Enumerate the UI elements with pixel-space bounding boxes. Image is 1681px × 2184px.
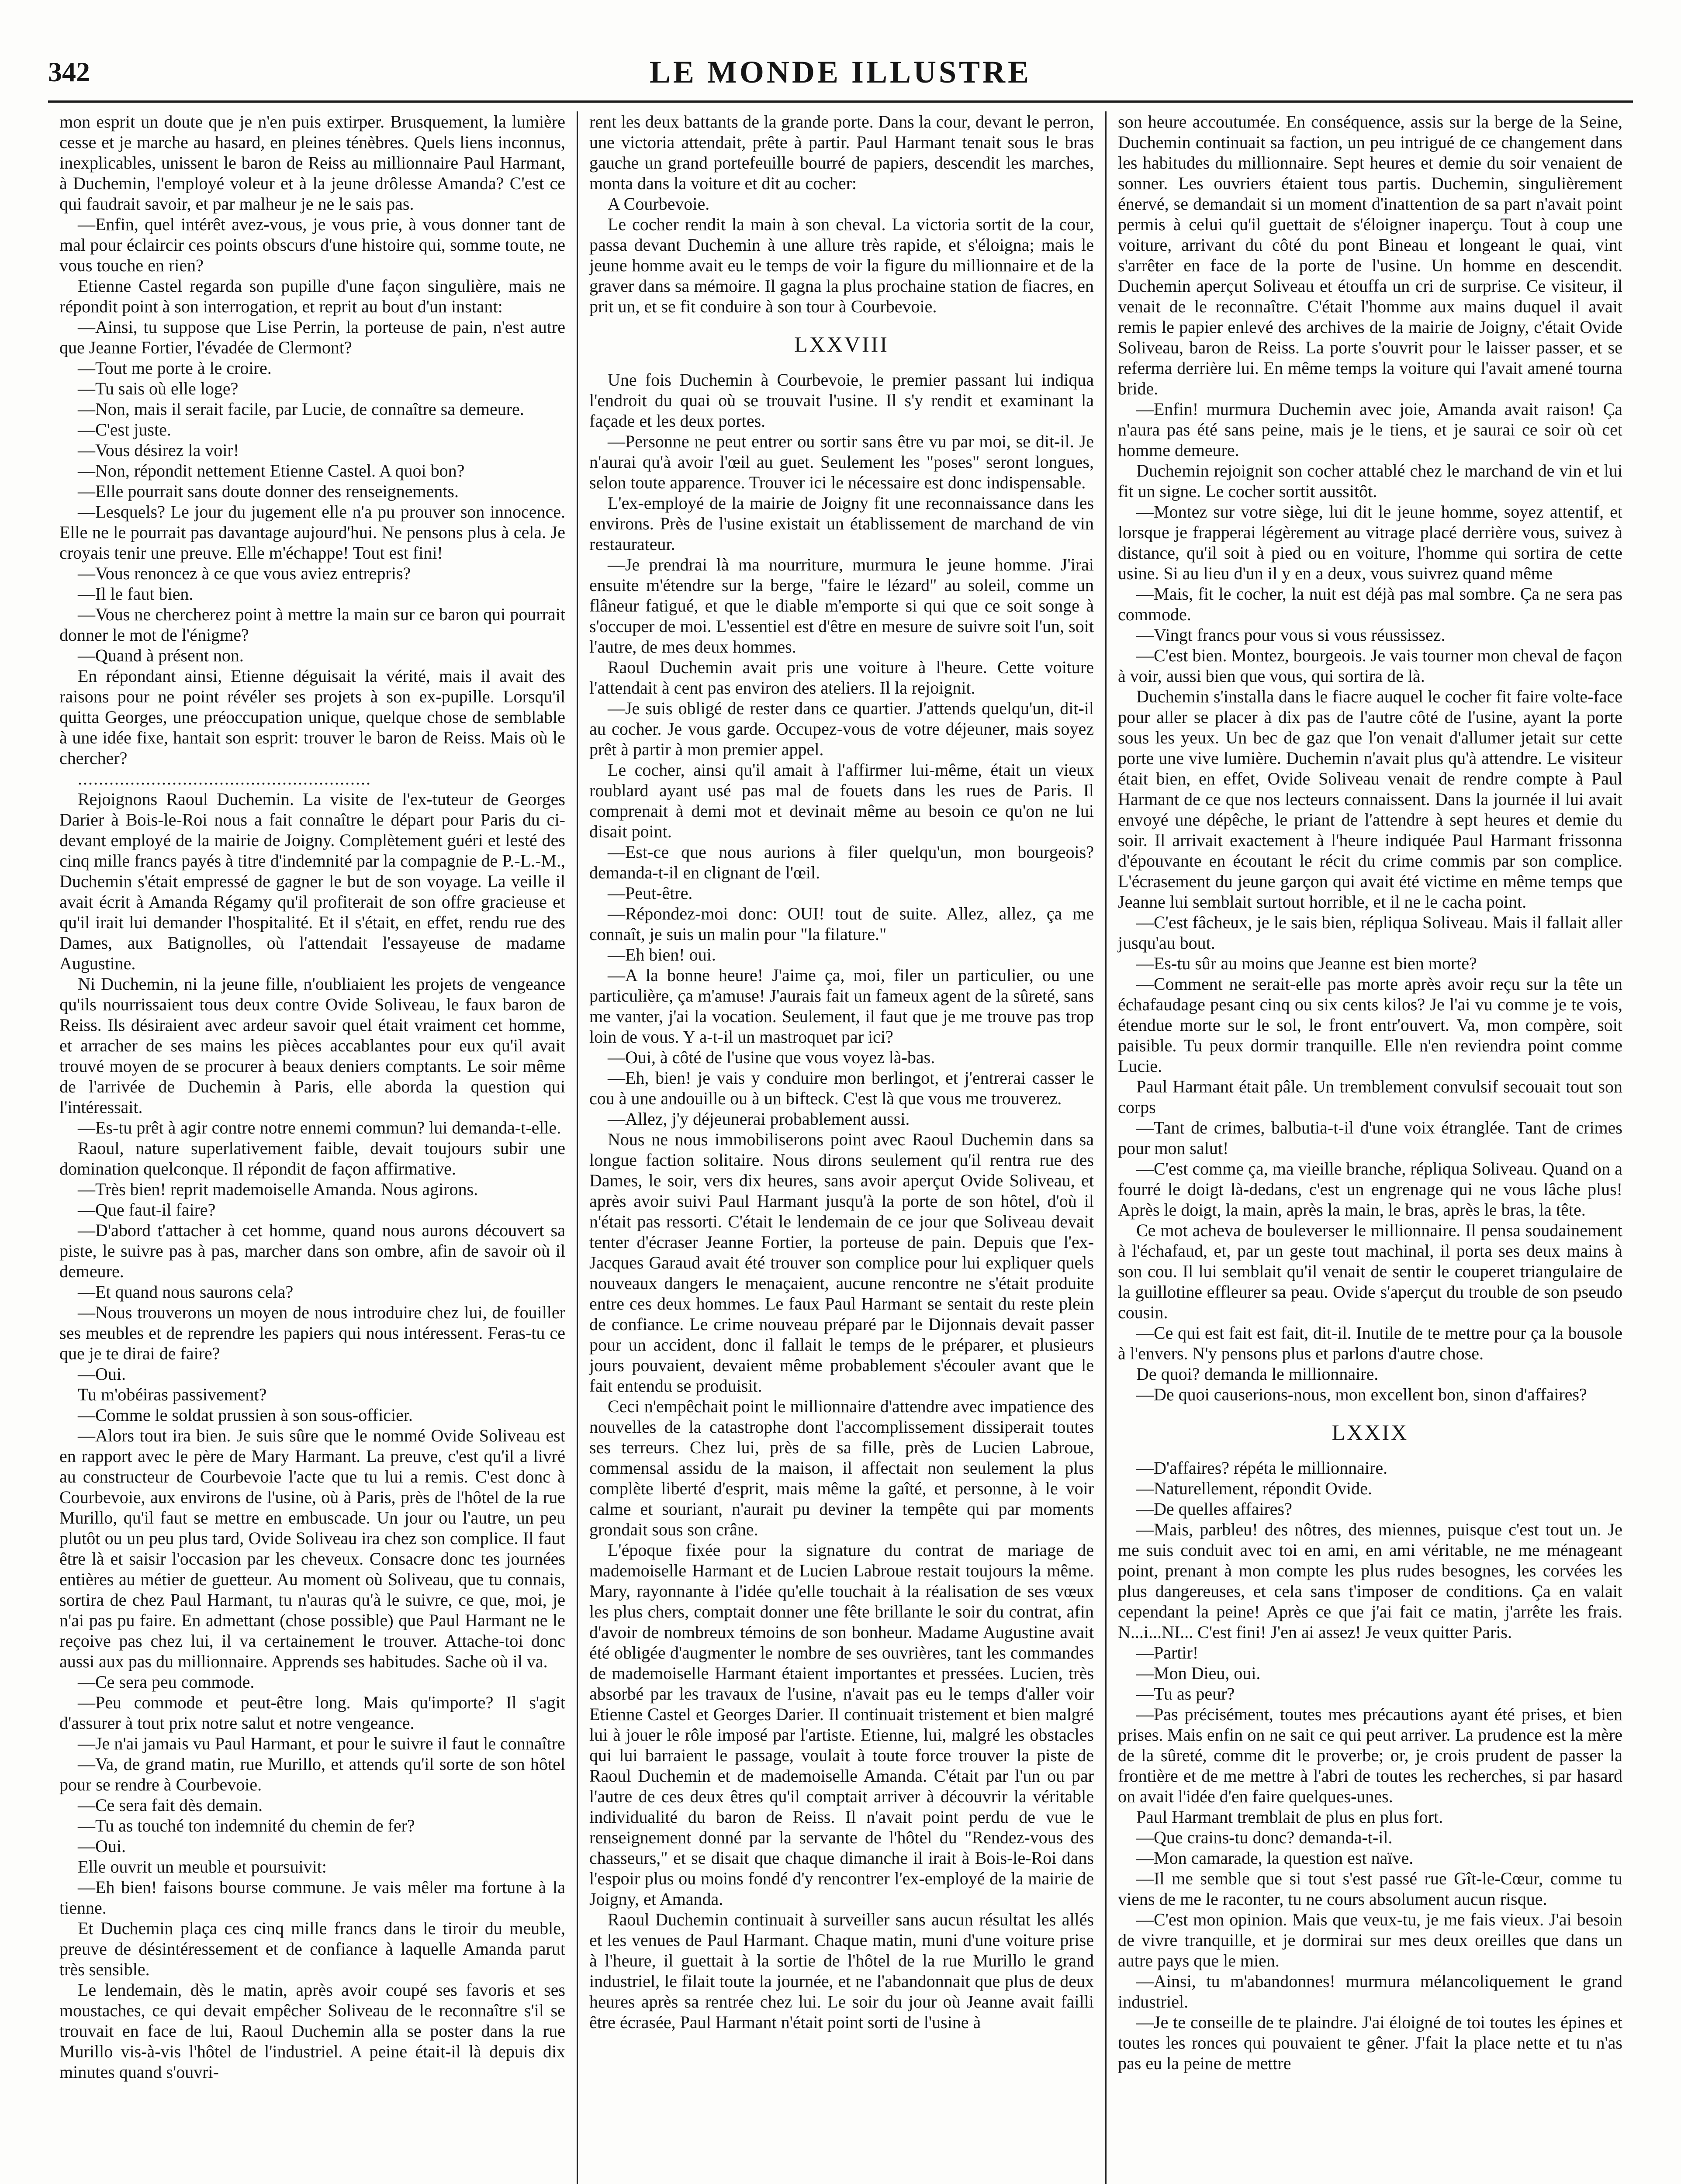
paragraph: —Es-tu sûr au moins que Jeanne est bien morte?	[1136, 954, 1477, 973]
paragraph: —De quoi causerions-nous, mon excellent bon, sinon d'affaires?	[1136, 1385, 1587, 1404]
paragraph: Le cocher, ainsi qu'il amait à l'affirmer lui-même, était un vieux roublard ayant usé pas mal de fouets dans les rues de Paris. Il comprenait à demi mot et devinait même au besoin ce qu'on ne lui disait point.	[589, 760, 1094, 841]
paragraph: —Ainsi, tu suppose que Lise Perrin, la porteuse de pain, n'est autre que Jeanne Fortier, l'évadée de Clermont?	[59, 317, 565, 357]
paragraph: —Enfin, quel intérêt avez-vous, je vous prie, à vous donner tant de mal pour éclaircir ces points obscurs d'une histoire qui, somme toute, ne vous touche en rien?	[59, 214, 565, 275]
paragraph: —Il me semble que si tout s'est passé rue Gît-le-Cœur, comme tu viens de me le raconter, tu ne cours absolument aucun risque.	[1118, 1869, 1622, 1909]
journal-title: LE MONDE ILLUSTRE	[649, 55, 1032, 90]
paragraph: —Je n'ai jamais vu Paul Harmant, et pour le suivre il faut le connaître	[78, 1734, 565, 1753]
paragraph: —Ce qui est fait est fait, dit-il. Inutile de te mettre pour ça la bousole à l'envers. N'y pensons plus et parlons d'autre chose.	[1118, 1323, 1622, 1363]
paragraph: Paul Harmant tremblait de plus en plus fort.	[1136, 1807, 1443, 1827]
paragraph: —C'est bien. Montez, bourgeois. Je vais tourner mon cheval de façon à voir, aussi bien que vous, qui sortira de là.	[1118, 646, 1622, 686]
paragraph: —Elle pourrait sans doute donner des renseignements.	[78, 481, 459, 501]
paragraph: —Allez, j'y déjeunerai probablement aussi.	[608, 1109, 910, 1129]
paragraph: —C'est comme ça, ma vieille branche, répliqua Soliveau. Quand on a fourré le doigt là-dedans, c'est un engrenage qui ne vous lâche plus! Après le doigt, la main, après la main, le bras, après le bras, la tête.	[1118, 1159, 1622, 1220]
paragraph: —Tu sais où elle loge?	[78, 379, 239, 398]
paragraph: —De quelles affaires?	[1136, 1499, 1292, 1519]
paragraph: —Vingt francs pour vous si vous réussissez.	[1136, 625, 1446, 645]
paragraph: —Nous trouverons un moyen de nous introduire chez lui, de fouiller ses meubles et de reprendre les papiers qui nous intéressent. Feras-tu ce que je te dirai de faire?	[59, 1303, 565, 1363]
paragraph: —Eh, bien! je vais y conduire mon berlingot, et j'entrerai casser le cou à une andouille ou à un bifteck. C'est là que vous me trouverez.	[589, 1068, 1094, 1108]
page-header	[48, 48, 1633, 103]
paragraph: son heure accoutumée. En conséquence, assis sur la berge de la Seine, Duchemin continuait sa faction, un peu intrigué de ce changement dans les habitudes du millionnaire. Sept heures et demie du soir venaient de sonner. Les ouvriers étaient tous partis. Duchemin, singulièrement énervé, se demandait si un moment d'inattention de sa part n'avait point permis à celui qu'il guettait de s'éloigner inaperçu. Tout à coup une voiture, arrivant du côté du pont Bineau et longeant le quai, vint s'arrêter en face de la porte de l'usine. Un homme en descendit. Duchemin aperçut Soliveau et étouffa un cri de surprise. Ce visiteur, il venait de le reconnaître. C'était l'homme aux mains duquel il avait remis le papier enlevé des archives de la mairie de Joigny, c'était Ovide Soliveau, baron de Reiss. La porte s'ouvrit pour le laisser passer, et se referma derrière lui. En même temps la voiture qui l'avait amené tourna bride.	[1118, 112, 1622, 398]
paragraph: —Comment ne serait-elle pas morte après avoir reçu sur la tête un échafaudage pesant cinq ou six cents kilos? Je l'ai vu comme je te vois, étendue morte sur le sol, le front entr'ouvert. Va, mon compère, soit paisible. Tu peux dormir tranquille. Elle n'en reviendra point comme Lucie.	[1118, 974, 1622, 1076]
paragraph: —Tout me porte à le croire.	[78, 358, 272, 378]
paragraph: —Montez sur votre siège, lui dit le jeune homme, soyez attentif, et lorsque je frapperai légèrement au vitrage placé derrière vous, suivez à distance, qu'il soit à pied ou en voiture, l'homme qui sortira de cette usine. Si au lieu d'un il y en a deux, vous suivrez quand même	[1118, 502, 1622, 583]
paragraph: Raoul, nature superlativement faible, devait toujours subir une domination quelconque. Il répondit de façon affirmative.	[59, 1138, 565, 1178]
paragraph: En répondant ainsi, Etienne déguisait la vérité, mais il avait des raisons pour ne point révéler ses projets à son ex-pupille. Lorsqu'il quitta Georges, une préoccupation unique, quelque chose de semblable à une idée fixe, hantait son esprit: trouver le baron de Reiss. Mais où le chercher?	[59, 666, 565, 768]
paragraph: —Eh bien! oui.	[608, 945, 716, 964]
paragraph: —Que faut-il faire?	[78, 1200, 216, 1220]
paragraph: —Je te conseille de te plaindre. J'ai éloigné de toi toutes les épines et toutes les ronces qui pouvaient te gêner. J'fait la place nette et tu n'as pas eu la peine de mettre	[1118, 2012, 1622, 2073]
paragraph: Duchemin s'installa dans le fiacre auquel le cocher fit faire volte-face pour aller se placer à dix pas de l'autre côté de l'usine, ayant la porte sous les yeux. Un bec de gaz que l'on venait d'allumer jetait sur cette porte une vive lumière. Duchemin n'avait plus qu'à attendre. Le visiteur était bien, en effet, Ovide Soliveau venait de rendre compte à Paul Harmant de ce que nos lecteurs connaissent. Dans la journée il lui avait envoyé une dépêche, le priant de l'attendre à sept heures et demie du soir. Il arrivait exactement à l'heure indiquée Paul Harmant frissonna d'épouvante en écoutant le récit du crime commis par son complice. L'écrasement du jeune garçon qui avait été victime en même temps que Jeanne lui semblait surtout horrible, et il ne le cacha point.	[1118, 687, 1622, 912]
paragraph: —Peut-être.	[608, 883, 693, 903]
paragraph: —Pas précisément, toutes mes précautions ayant été prises, et bien prises. Mais enfin on ne sait ce qui peut arriver. La prudence est la mère de la sûreté, comme dit le proverbe; or, je crois prudent de passer la frontière et de me mettre à l'abri de toutes les recherches, si par hasard on avait l'idée d'en faire quelques-unes.	[1118, 1704, 1622, 1806]
paragraph: —Ce sera peu commode.	[78, 1672, 255, 1692]
paragraph: —C'est juste.	[78, 420, 171, 439]
paragraph: —Es-tu prêt à agir contre notre ennemi commun? lui demanda-t-elle.	[78, 1118, 561, 1137]
paragraph: Tu m'obéiras passivement?	[78, 1385, 267, 1404]
paragraph: —C'est fâcheux, je le sais bien, répliqua Soliveau. Mais il fallait aller jusqu'au bout.	[1118, 912, 1622, 953]
paragraph: Ce mot acheva de bouleverser le millionnaire. Il pensa soudainement à l'échafaud, et, par un geste tout machinal, il porta ses deux mains à son cou. Il lui semblait qu'il venait de sentir le couperet triangulaire de la guillotine effleurer sa peau. Ovide s'aperçut du trouble de son pseudo cousin.	[1118, 1220, 1622, 1322]
paragraph: Une fois Duchemin à Courbevoie, le premier passant lui indiqua l'endroit du quai où se trouvait l'usine. Il s'y rendit et examinant la façade et les deux portes.	[589, 370, 1094, 431]
paragraph: —Eh bien! faisons bourse commune. Je vais mêler ma fortune à la tienne.	[59, 1877, 565, 1918]
paragraph: —Non, répondit nettement Etienne Castel. A quoi bon?	[78, 461, 465, 480]
paragraph: —Tu as peur?	[1136, 1684, 1235, 1704]
paragraph: —Il le faut bien.	[78, 584, 194, 604]
paragraph: —Naturellement, répondit Ovide.	[1136, 1479, 1372, 1498]
paragraph: —A la bonne heure! J'aime ça, moi, filer un particulier, ou une particulière, ça m'amuse! J'aurais fait un fameux agent de la sûreté, sans me vanter, j'ai la vocation. Seulement, il faut que je me trouve pas trop loin de vous. Y a-t-il un mastroquet par ici?	[589, 965, 1094, 1047]
section-break: ........................................................	[78, 769, 371, 788]
paragraph: Rejoignons Raoul Duchemin. La visite de l'ex-tuteur de Georges Darier à Bois-le-Roi nous a fait connaître le départ pour Paris du ci-devant employé de la mairie de Joigny. Complètement guéri et lesté des cinq mille francs payés à titre d'indemnité par la compagnie de P.-L.-M., Duchemin s'était empressé de gagner le but de son voyage. La veille il avait écrit à Amanda Régamy qu'il profiterait de son offre gracieuse et qu'il irait lui demander l'hospitalité. Et il s'était, en effet, rendu rue des Dames, aux Batignolles, où l'attendait l'essayeuse de madame Augustine.	[59, 789, 565, 973]
chapter-heading: LXXVIII	[794, 332, 889, 356]
paragraph: —Personne ne peut entrer ou sortir sans être vu par moi, se dit-il. Je n'aurai qu'à avoir l'œil au guet. Seulement les "poses" seront longues, selon toute apparence. Trouver ici le nécessaire est donc indispensable.	[589, 432, 1094, 492]
paragraph: —Ainsi, tu m'abandonnes! murmura mélancoliquement le grand industriel.	[1118, 1971, 1622, 2011]
paragraph: —Oui.	[78, 1836, 126, 1856]
paragraph: —D'affaires? répéta le millionnaire.	[1136, 1458, 1388, 1478]
paragraph: Paul Harmant était pâle. Un tremblement convulsif secouait tout son corps	[1118, 1077, 1622, 1117]
paragraph: —Très bien! reprit mademoiselle Amanda. Nous agirons.	[78, 1179, 478, 1199]
paragraph: —D'abord t'attacher à cet homme, quand nous aurons découvert sa piste, le suivre pas à pas, marcher dans son ombre, afin de savoir où il demeure.	[59, 1220, 565, 1281]
column-2	[577, 111, 1105, 2184]
paragraph: Nous ne nous immobiliserons point avec Raoul Duchemin dans sa longue faction solitaire. Nous dirons seulement qu'il rentra rue des Dames, le soir, vers dix heures, sans avoir aperçut Ovide Soliveau, et après avoir suivi Paul Harmant jusqu'à la porte de son hôtel, d'où il n'était pas ressorti. C'était le lendemain de ce jour que Soliveau devait tenter d'écraser Jeanne Fortier, la porteuse de pain. Depuis que l'ex-Jacques Garaud avait été trouver son complice pour lui expliquer quels nouveaux dangers le menaçaient, aucune rencontre ne s'était produite entre ces deux hommes. Le faux Paul Harmant se sentait du reste plein de confiance. Le crime nouveau préparé par le Dijonnais devait passer pour un accident, donc il fallait le temps de le préparer, et plusieurs jours pouvaient, devaient même probablement s'écouler avant que le fait entendu se produisit.	[589, 1130, 1094, 1396]
paragraph: Ceci n'empêchait point le millionnaire d'attendre avec impatience des nouvelles de la catastrophe dont l'accomplissement dissiperait toutes ses terreurs. Chez lui, près de sa fille, près de Lucien Labroue, commensal assidu de la maison, il affectait non seulement la plus complète liberté d'esprit, mais même la gaîté, et personne, à le voir calme et souriant, n'aurait pu deviner la tempête qui par moments grondait sous son crâne.	[589, 1396, 1094, 1539]
paragraph: Le lendemain, dès le matin, après avoir coupé ses favoris et ses moustaches, ce qui devait empêcher Soliveau de le reconnaître s'il se trouvait en face de lui, Raoul Duchemin alla se poster dans la rue Murillo vis-à-vis l'hôtel de l'industriel. A peine était-il là depuis dix minutes quand s'ouvri-	[59, 1980, 565, 2082]
paragraph: rent les deux battants de la grande porte. Dans la cour, devant le perron, une victoria attendait, prête à partir. Paul Harmant tenait sous le bras gauche un grand portefeuille bourré de papiers, descendit les marches, monta dans la voiture et dit au cocher:	[589, 112, 1094, 193]
paragraph: A Courbevoie.	[608, 194, 710, 214]
paragraph: Ni Duchemin, ni la jeune fille, n'oubliaient les projets de vengeance qu'ils nourrissaient tous deux contre Ovide Soliveau, le faux baron de Reiss. Ils désiraient avec ardeur savoir quel était vraiment cet homme, et arracher de ses mains les pièces accablantes pour eux qu'il avait trouvé moyen de se procurer à beaux deniers comptants. Le soir même de l'arrivée de Duchemin à Paris, elle aborda la question qui l'intéressait.	[59, 974, 565, 1117]
paragraph: Duchemin rejoignit son cocher attablé chez le marchand de vin et lui fit un signe. Le cocher sortit aussitôt.	[1118, 461, 1622, 501]
paragraph: —Quand à présent non.	[78, 646, 244, 665]
paragraph: —Que crains-tu donc? demanda-t-il.	[1136, 1828, 1393, 1847]
page-number: 342	[48, 56, 90, 87]
paragraph: Raoul Duchemin avait pris une voiture à l'heure. Cette voiture l'attendait à cent pas environ des ateliers. Il la rejoignit.	[589, 657, 1094, 698]
paragraph: Le cocher rendit la main à son cheval. La victoria sortit de la cour, passa devant Duchemin à une allure très rapide, et s'éloigna; mais le jeune homme avait eu le temps de voir la figure du millionnaire et de la graver dans sa mémoire. Il gagna la plus prochaine station de fiacres, en prit un, et se fit conduire à son tour à Courbevoie.	[589, 214, 1094, 316]
paragraph: —Alors tout ira bien. Je suis sûre que le nommé Ovide Soliveau est en rapport avec le père de Mary Harmant. La preuve, c'est qu'il a livré au constructeur de Courbevoie l'acte que tu lui a remis. C'est donc à Courbevoie, aux environs de l'usine, où à Paris, près de l'hôtel de la rue Murillo, qu'il faut se mettre en embuscade. Un jour ou l'autre, un peu plutôt ou un peu plus tard, Ovide Soliveau ira chez son complice. Il faut être là et saisir l'occasion par les cheveux. Consacre donc tes journées entières au métier de guetteur. Au moment où Soliveau, que tu connais, sortira de chez Paul Harmant, tu n'auras qu'à le suivre, ce que, moi, je n'ai pas pu faire. En admettant (chose possible) que Paul Harmant ne le reçoive pas chez lui, il va certainement le trouver. Attache-toi donc aussi aux pas du millionnaire. Apprends ses habitudes. Sache où il va.	[59, 1426, 565, 1671]
paragraph: —Lesquels? Le jour du jugement elle n'a pu prouver son innocence. Elle ne le pourrait pas davantage aujourd'hui. Ne pensons plus à cela. Je croyais tenir une preuve. Elle m'échappe! Tout est fini!	[59, 502, 565, 563]
paragraph: Et Duchemin plaça ces cinq mille francs dans le tiroir du meuble, preuve de désintéressement et de confiance à laquelle Amanda parut très sensible.	[59, 1918, 565, 1979]
paragraph: —Vous renoncez à ce que vous aviez entrepris?	[78, 563, 411, 583]
column-3	[1105, 111, 1634, 2184]
paragraph: —Je suis obligé de rester dans ce quartier. J'attends quelqu'un, dit-il au cocher. Je vous garde. Occupez-vous de votre déjeuner, mais soyez prêt à partir à mon premier appel.	[589, 698, 1094, 759]
paragraph: De quoi? demanda le millionnaire.	[1136, 1364, 1379, 1384]
paragraph: —C'est mon opinion. Mais que veux-tu, je me fais vieux. J'ai besoin de vivre tranquille, et je dormirai sur mes deux oreilles que dans un autre pays que le mien.	[1118, 1910, 1622, 1970]
paragraph: L'époque fixée pour la signature du contrat de mariage de mademoiselle Harmant et de Lucien Labroue restait toujours la même. Mary, rayonnante à l'idée qu'elle touchait à la réalisation de ses vœux les plus chers, comptait donner une fête brillante le soir du contrat, afin d'avoir de nombreux témoins de son bonheur. Madame Augustine avait été obligée d'augmenter le nombre de ses ouvrières, tant les commandes de mademoiselle Harmant étaient importantes et pressées. Lucien, très absorbé par les travaux de l'usine, n'avait pas eu le temps d'aller voir Etienne Castel et Georges Darier. Il continuait tristement et bien malgré lui à jouer le rôle imposé par l'artiste. Etienne, lui, malgré les obstacles qui lui barraient le passage, voulait à toute force trouver la piste de Raoul Duchemin et de mademoiselle Amanda. C'était par l'un ou par l'autre de ces deux êtres qu'il comptait arriver à découvrir la véritable individualité du baron de Reiss. Il n'avait point perdu de vue le renseignement donné par la servante de l'hôtel du "Rendez-vous des chasseurs," et se disait que chaque dimanche il irait à Bois-le-Roi dans l'espoir plus ou moins fondé d'y rencontrer l'ex-employé de la mairie de Joigny, et Amanda.	[589, 1540, 1094, 1909]
column-1	[48, 111, 577, 2184]
paragraph: Raoul Duchemin continuait à surveiller sans aucun résultat les allés et les venues de Paul Harmant. Chaque matin, muni d'une voiture prise à l'heure, il guettait à la sortie de l'hôtel de la rue Murillo le grand industriel, le filait toute la journée, et ne l'abandonnait que plus de deux heures après sa rentrée chez lui. Le soir du jour où Jeanne avait failli être écrasée, Paul Harmant n'était point sorti de l'usine à	[589, 1910, 1094, 2032]
paragraph: —Vous désirez la voir!	[78, 440, 239, 460]
paragraph: —Tant de crimes, balbutia-t-il d'une voix étranglée. Tant de crimes pour mon salut!	[1118, 1118, 1622, 1158]
paragraph: —Et quand nous saurons cela?	[78, 1282, 294, 1302]
paragraph: —Ce sera fait dès demain.	[78, 1795, 263, 1815]
paragraph: —Va, de grand matin, rue Murillo, et attends qu'il sorte de son hôtel pour se rendre à Courbevoie.	[59, 1754, 565, 1794]
paragraph: —Tu as touché ton indemnité du chemin de fer?	[78, 1816, 415, 1835]
paragraph: Elle ouvrit un meuble et poursuivit:	[78, 1857, 327, 1876]
paragraph: —Non, mais il serait facile, par Lucie, de connaître sa demeure.	[78, 399, 524, 419]
chapter-heading: LXXIX	[1332, 1420, 1409, 1444]
paragraph: Etienne Castel regarda son pupille d'une façon singulière, mais ne répondit point à son interrogation, et reprit au bout d'un instant:	[59, 276, 565, 316]
paragraph: —Vous ne chercherez point à mettre la main sur ce baron qui pourrait donner le mot de l'énigme?	[59, 605, 565, 645]
paragraph: —Mon camarade, la question est naïve.	[1136, 1848, 1414, 1868]
paragraph: —Comme le soldat prussien à son sous-officier.	[78, 1405, 413, 1425]
paragraph: —Enfin! murmura Duchemin avec joie, Amanda avait raison! Ça n'aura pas été sans peine, mais je le tiens, et je saurai ce soir où cet homme demeure.	[1118, 399, 1622, 460]
paragraph: —Mon Dieu, oui.	[1136, 1663, 1261, 1683]
paragraph: —Mais, parbleu! des nôtres, des miennes, puisque c'est tout un. Je me suis conduit avec toi en ami, en ami véritable, ne me ménageant point, prenant à mon compte les plus rudes besognes, les corvées les plus dangereuses, et cela sans t'imposer de conditions. Ça en valait cependant la peine! Après ce que j'ai fait ce matin, j'arrête les frais. N...i...NI... C'est fini! J'en ai assez! Je veux quitter Paris.	[1118, 1520, 1622, 1642]
paragraph: —Partir!	[1136, 1643, 1199, 1662]
paragraph: —Oui.	[78, 1364, 126, 1384]
paragraph: —Oui, à côté de l'usine que vous voyez là-bas.	[608, 1047, 935, 1067]
paragraph: —Répondez-moi donc: OUI! tout de suite. Allez, allez, ça me connaît, je suis un malin pour "la filature."	[589, 904, 1094, 944]
paragraph: —Mais, fit le cocher, la nuit est déjà pas mal sombre. Ça ne sera pas commode.	[1118, 584, 1622, 624]
paragraph: —Peu commode et peut-être long. Mais qu'importe? Il s'agit d'assurer à tout prix notre salut et notre vengeance.	[59, 1693, 565, 1733]
text-columns	[48, 111, 1634, 2184]
paragraph: L'ex-employé de la mairie de Joigny fit une reconnaissance dans les environs. Près de l'usine existait un établissement de marchand de vin restaurateur.	[589, 493, 1094, 554]
paragraph: —Je prendrai là ma nourriture, murmura le jeune homme. J'irai ensuite m'étendre sur la berge, "faire le lézard" au soleil, comme un flâneur fatigué, et que le diable m'emporte si qui que ce soit songe à s'occuper de moi. L'essentiel est d'être en mesure de suivre soit l'un, soit l'autre, de mes deux hommes.	[589, 555, 1094, 657]
paragraph: mon esprit un doute que je n'en puis extirper. Brusquement, la lumière cesse et je marche au hasard, en pleines ténèbres. Quels liens inconnus, inexplicables, unissent le baron de Reiss au millionnaire Paul Harmant, à Duchemin, l'employé voleur et à la jeune drôlesse Amanda? C'est ce qui faudrait savoir, et par malheur je ne le sais pas.	[59, 112, 565, 214]
paragraph: —Est-ce que nous aurions à filer quelqu'un, mon bourgeois? demanda-t-il en clignant de l'œil.	[589, 842, 1094, 882]
